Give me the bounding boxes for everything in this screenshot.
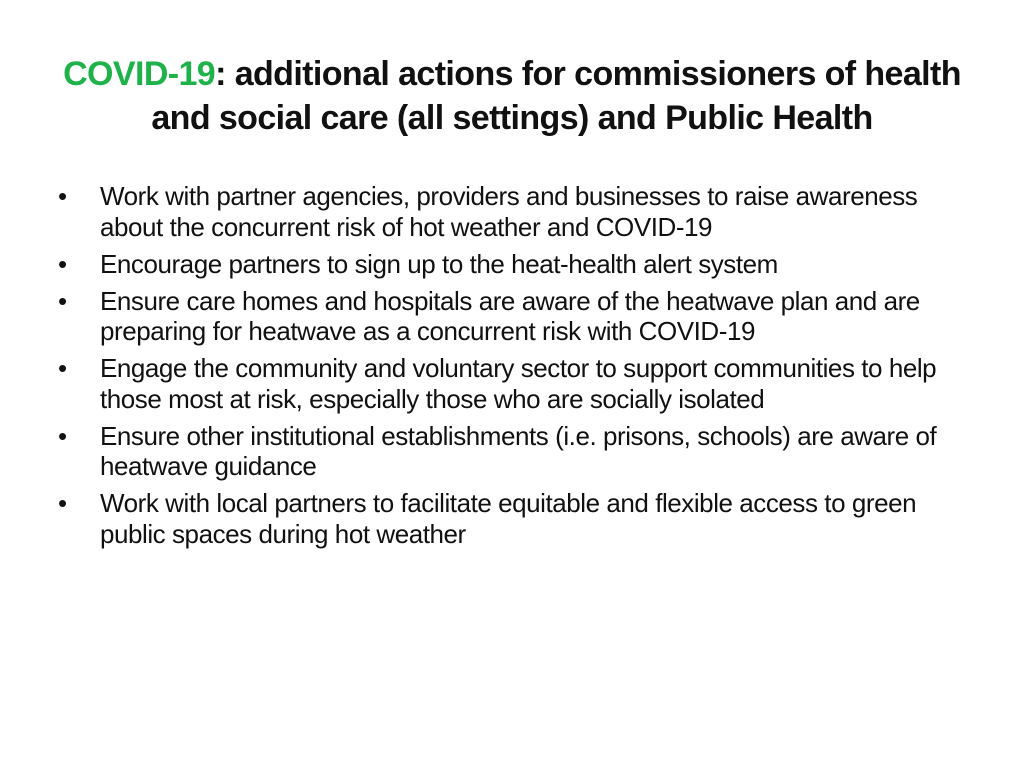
bullet-text: Encourage partners to sign up to the heat-health alert system: [100, 248, 778, 279]
title-accent: COVID-19: [63, 55, 216, 93]
bullet-icon: •: [58, 488, 67, 518]
slide-title: [40, 52, 984, 140]
bullet-item: [58, 286, 978, 347]
bullet-icon: •: [58, 181, 67, 211]
bullet-item: [58, 488, 978, 549]
title-text: : additional actions for commissioners of health and social care (all settings) and Public Health: [151, 55, 961, 137]
bullet-icon: •: [58, 248, 67, 279]
bullet-list: [58, 181, 978, 556]
bullet-text: Ensure other institutional establishments (i.e. prisons, schools) are aware of heatwave guidance: [100, 420, 937, 481]
bullet-item: [58, 249, 978, 280]
bullet-icon: •: [58, 353, 67, 383]
bullet-item: [58, 353, 978, 414]
bullet-icon: •: [58, 420, 67, 451]
bullet-item: [58, 181, 978, 242]
bullet-text: Work with partner agencies, providers and businesses to raise awareness about the concurrent risk of hot weather and COVID-19: [100, 181, 918, 242]
bullet-text: Work with local partners to facilitate equitable and flexible access to green public spaces during hot weather: [100, 488, 917, 549]
bullet-icon: •: [58, 285, 67, 316]
bullet-text: Engage the community and voluntary sector to support communities to help those most at risk, especially those who are socially isolated: [100, 353, 937, 414]
bullet-text: Ensure care homes and hospitals are aware of the heatwave plan and are preparing for heatwave as a concurrent risk with COVID-19: [100, 285, 920, 346]
bullet-item: [58, 421, 978, 482]
